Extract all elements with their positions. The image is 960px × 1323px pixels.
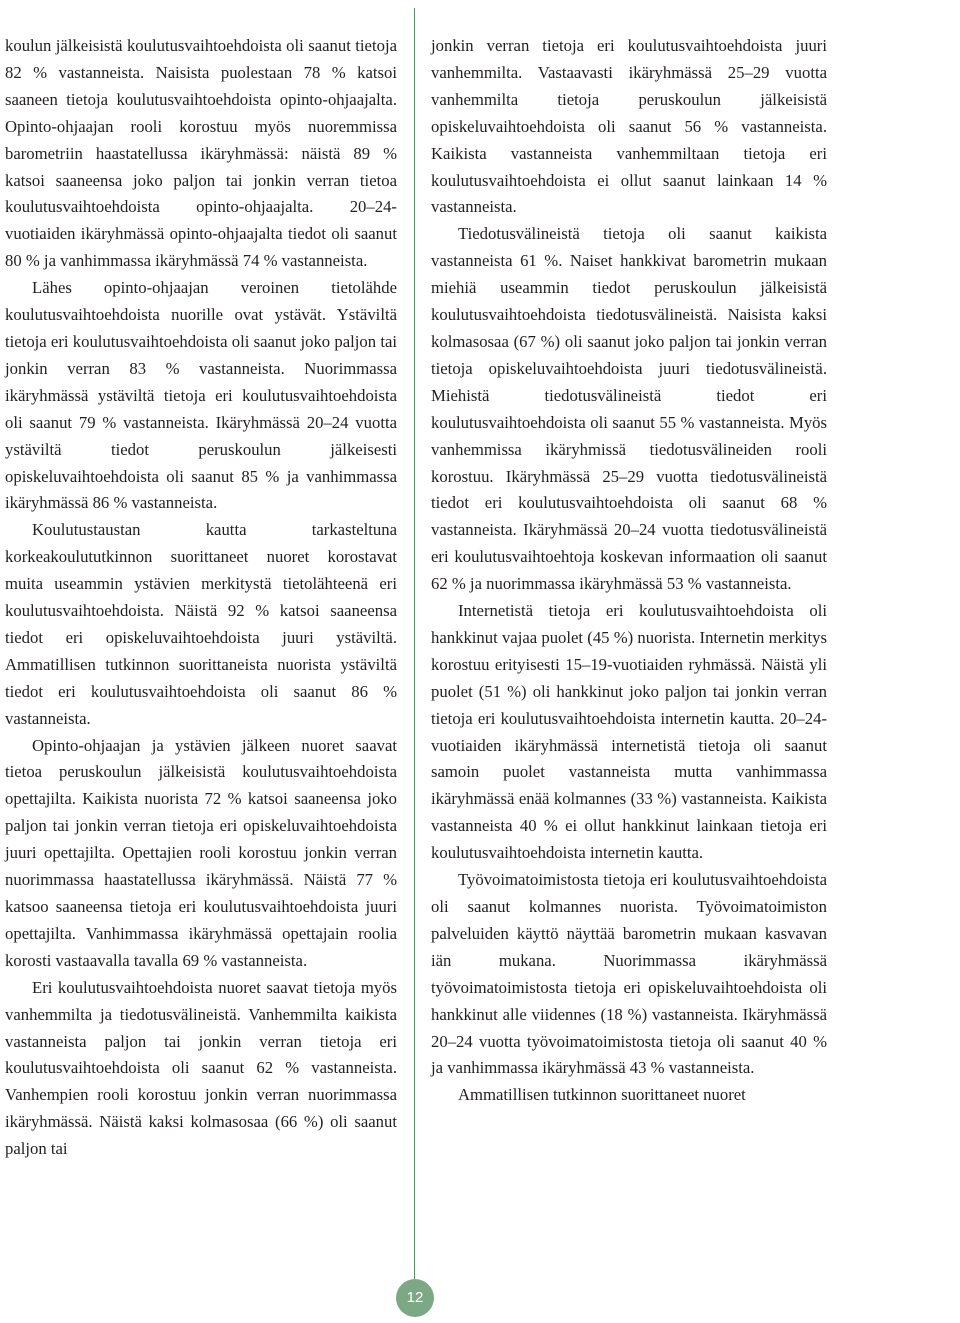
paragraph: Koulutustaustan kautta tarkasteltuna korkeakoulututkinnon suorittaneet nuoret korostavat muita useammin ystävien merkitystä tietolähteenä eri koulutusvaihtoehdoista. Näistä 92 % katsoi saaneensa tiedot eri opiskeluvaihtoehdoista juuri ystäviltä. Ammatillisen tutkinnon suorittaneista nuorista ystäviltä tiedot eri koulutusvaihtoehdoista oli saanut 86 % vastanneista. — [5, 520, 397, 728]
paragraph: Ammatillisen tutkinnon suorittaneet nuoret — [458, 1085, 746, 1105]
paragraph: Internetistä tietoja eri koulutusvaihtoehdoista oli hankkinut vajaa puolet (45 %) nuorista. Internetin merkitys korostuu erityisesti 15–19-vuotiaiden ryhmässä. Näistä yli puolet (51 %) oli hankkinut joko paljon tai jonkin verran tietoja eri koulutusvaihtoehdoista internetin kautta. 20–24-vuotiaiden ikäryhmässä internetistä tietoja oli saanut samoin puolet vastanneista mutta vanhimmassa ikäryhmässä enää kolmannes (33 %) vastanneista. Kaikista vastanneista 40 % ei ollut hankkinut lainkaan tietoja eri koulutusvaihtoehdoista internetin kautta. — [431, 601, 827, 863]
paragraph: Opinto-ohjaajan ja ystävien jälkeen nuoret saavat tietoa peruskoulun jälkeisistä koulutusvaihtoehdoista opettajilta. Kaikista nuorista 72 % katsoi saaneensa joko paljon tai jonkin verran tietoja eri opiskeluvaihtoehdoista juuri opettajilta. Opettajien rooli korostuu jonkin verran nuorimmassa haastatellussa ikäryhmässä. Näistä 77 % katsoo saaneensa tietoja eri koulutusvaihtoehdoista juuri opettajilta. Vanhimmassa ikäryhmässä opettajain roolia korosti vastaavalla tavalla 69 % vastanneista. — [5, 735, 397, 970]
page-number-connector — [414, 1263, 415, 1279]
paragraph: Eri koulutusvaihtoehdoista nuoret saavat tietoja myös vanhemmilta ja tiedotusvälineistä. Vanhemmilta kaikista vastanneista paljon tai jonkin verran tietoja eri koulutusvaihtoehdoista oli saanut 62 % vastanneista. Vanhempien rooli korostuu jonkin verran nuorimmassa ikäryhmässä. Näistä kaksi kolmasosaa (66 %) oli saanut paljon tai — [5, 977, 397, 1159]
paragraph: jonkin verran tietoja eri koulutusvaihtoehdoista juuri vanhemmilta. Vastaavasti ikäryhmässä 25–29 vuotta vanhemmilta tietoja peruskoulun jälkeisistä opiskeluvaihtoehdoista oli saanut 56 % vastanneista. Kaikista vastanneista vanhemmiltaan tietoja eri koulutusvaihtoehdoista ei ollut saanut lainkaan 14 % vastanneista. — [431, 36, 827, 217]
paragraph: koulun jälkeisistä koulutusvaihtoehdoista oli saanut tietoja 82 % vastanneista. Naisista puolestaan 78 % katsoi saaneen tietoja koulutusvaihtoehdoista opinto-ohjaajalta. Opinto-ohjaajan rooli korostuu myös nuoremmissa barometriin haastatellussa ikäryhmässä: näistä 89 % katsoi saaneensa joko paljon tai jonkin verran tietoa koulutusvaihtoehdoista opinto-ohjaajalta. 20–24-vuotiaiden ikäryhmässä opinto-ohjaajalta tiedot oli saanut 80 % ja vanhimmassa ikäryhmässä 74 % vastanneista. — [5, 36, 397, 271]
column-divider — [414, 8, 415, 1263]
paragraph: Työvoimatoimistosta tietoja eri koulutusvaihtoehdoista oli saanut kolmannes nuorista. Työvoimatoimiston palveluiden käyttö näyttää barometrin mukaan kasvavan iän mukana. Nuorimmassa ikäryhmässä työvoimatoimistosta tietoja eri opiskeluvaihtoehdoista oli hankkinut alle viidennes (18 %) vastanneista. Ikäryhmässä 20–24 vuotta työvoimatoimistosta tietoja oli saanut 40 % ja vanhimmassa ikäryhmässä 43 % vastanneista. — [431, 870, 827, 1078]
page-number: 12 — [396, 1279, 434, 1317]
left-column — [5, 33, 397, 1163]
right-column — [431, 33, 827, 1109]
paragraph: Tiedotusvälineistä tietoja oli saanut kaikista vastanneista 61 %. Naiset hankkivat barometrin mukaan miehiä useammin tiedot peruskoulun jälkeisistä koulutusvaihtoehdoista tiedotusvälineistä. Naisista kaksi kolmasosaa (67 %) oli saanut joko paljon tai jonkin verran tietoja opiskeluvaihtoehdoista juuri tiedotusvälineistä. Miehistä tiedotusvälineistä tiedot eri koulutusvaihtoehdoista oli saanut 55 % vastanneista. Myös vanhemmissa ikäryhmissä tiedotusvälineiden rooli korostuu. Ikäryhmässä 25–29 vuotta tiedotusvälineistä tiedot eri koulutusvaihtoehdoista oli saanut 68 % vastanneista. Ikäryhmässä 20–24 vuotta tiedotusvälineistä eri koulutusvaihtoehtoja koskevan informaation oli saanut 62 % ja nuorimmassa ikäryhmässä 53 % vastanneista. — [431, 224, 827, 594]
paragraph: Lähes opinto-ohjaajan veroinen tietolähde koulutusvaihtoehdoista nuorille ovat ystävät. Ystäviltä tietoja eri koulutusvaihtoehdoista oli saanut joko paljon tai jonkin verran 83 % vastanneista. Nuorimmassa ikäryhmässä ystäviltä tietoja eri koulutusvaihtoehdoista oli saanut 79 % vastanneista. Ikäryhmässä 20–24 vuotta ystäviltä tiedot peruskoulun jälkeisesti opiskeluvaihtoehdoista oli saanut 85 % ja vanhimmassa ikäryhmässä 86 % vastanneista. — [5, 278, 397, 513]
